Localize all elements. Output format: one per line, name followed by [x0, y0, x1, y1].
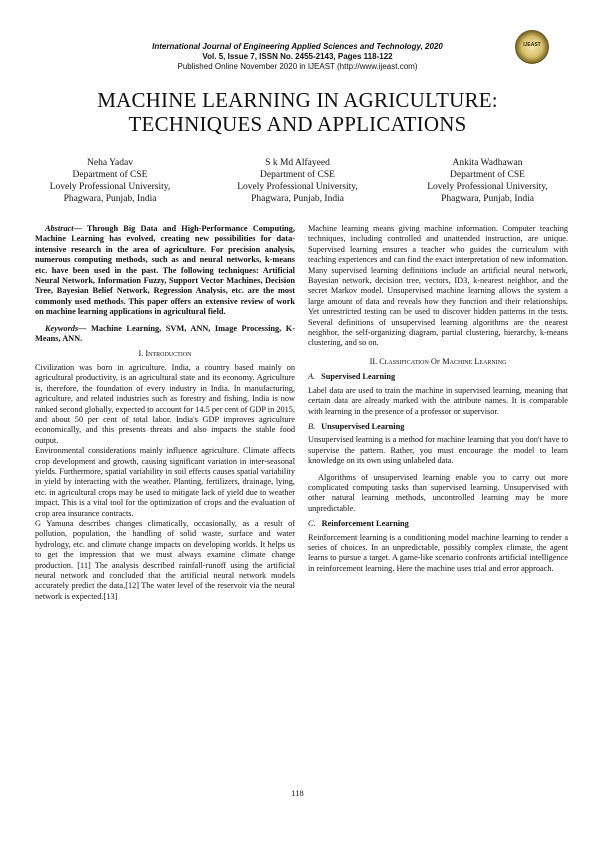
- section-heading-introduction: I. Introduction: [138, 349, 192, 359]
- keywords-text: Machine Learning, SVM, ANN, Image Processing, K-Means, ANN.: [35, 323, 295, 344]
- abstract-text: Through Big Data and High-Performance Computing, Machine Learning has evolved, creating new possibilities for data-intensive research in the area of agriculture. For precision analysis, numerous computing methods, such as and neural networks, k-means etc. have been used in the past. The following techniques: Artificial Neural Network, Information Fuzzy, Support Vector Machines, Decision Tree, Bayesian Belief Network, Regression Analysis, etc. are the most commonly used methods. This paper offers an extensive review of work on machine learning applications in agricultural field.: [35, 224, 295, 317]
- abstract-label: Abstract—: [45, 224, 82, 233]
- intro-paragraph-2: Environmental considerations mainly influence agriculture. Climate affects crop development and growth, causing significant variation in inter-seasonal yields. Furthermore, spatial variability in soil effects causes spatial variability in yield by interacting with the weather. Planting, fertilizers, drainage, lying, etc. in agricultural crops may be used to mitigate lack of yield due to weather impact. This is a vital tool for the optimization of crops and the evaluation of crop area insurance contracts.: [35, 446, 295, 518]
- author-university: Lovely Professional University,: [49, 182, 171, 192]
- intro-paragraph-3: G Yamuna describes changes climatically, occasionally, as a result of pollution, population, the handling of solid waste, surface and water hydrology, etc. and climate change impacts on developing worlds. It helps us to get the impression that we must always examine climate change production. [11] The analysis described rainfall-runoff using the artificial neural network and concluded that the artificial neural network models accurately predict the data.[12] The water level of the reservoir via the neural network is expected.[13]: [35, 518, 295, 601]
- subsection-heading-c: [308, 519, 568, 529]
- paper-title: [0, 88, 595, 136]
- author-location: Phagwara, Punjab, India: [63, 194, 157, 204]
- reinforcement-learning-paragraph: Reinforcement learning is a conditioning model machine learning to render a series of choices. In an unpredictable, possibly complex climate, the agent learns to pursue a target. A game-like scenario confronts artificial intelligence in reinforcement learning. Here the machine uses trial and error approach.: [308, 532, 568, 573]
- subsection-letter: C.: [308, 519, 316, 529]
- subsection-title: Unsupervised Learning: [321, 421, 405, 431]
- subsection-heading-a: [308, 372, 568, 382]
- subsection-letter: B.: [308, 421, 316, 431]
- abstract: [35, 224, 295, 318]
- keywords: [35, 324, 295, 345]
- author-department: Department of CSE: [450, 170, 525, 180]
- page-number: 118: [291, 788, 304, 798]
- subsection-letter: A.: [308, 372, 316, 382]
- intro-paragraph-1: Civilization was born in agriculture. India, a country based mainly on agricultural productivity, is an agricultural state and its economy. Agriculture is, therefore, the foundation of every industry in India. In manufacturing, agriculture, and related industries such as forestry and fishing, India is now ranked second globally, expected to account for 14.5 per cent of GDP in 2015, and about 50 per cent of total labor. India's GDP improves agriculture economically, and this presents threats and also impacts the stable food output.: [35, 362, 295, 445]
- author-university: Lovely Professional University,: [237, 182, 358, 192]
- subsection-title: Reinforcement Learning: [321, 519, 409, 529]
- author-name: S k Md Alfayeed: [265, 158, 330, 168]
- logo-text: IJEAST: [523, 42, 541, 48]
- author-department: Department of CSE: [260, 170, 335, 180]
- author-block-2: [215, 157, 380, 205]
- author-department: Department of CSE: [72, 170, 148, 180]
- supervised-learning-paragraph: Label data are used to train the machine in supervised learning, meaning that certain data are already marked with the attribute names. It is comparable with learning in the presence of a professor or supervisor.: [308, 385, 568, 416]
- section-heading-classification: II. Classification Of Machine Learning: [369, 356, 507, 366]
- title-line-2: TECHNIQUES AND APPLICATIONS: [128, 112, 467, 136]
- right-column: [308, 224, 568, 574]
- machine-learning-paragraph: Machine learning means giving machine information. Computer teaching techniques, including controlled and unattended instruction, are unique. Supervised learning ensures a teacher who guides the curriculum with teaching experiences and can find the exact interpretation of new information. Many supervised learning definitions include an artificial neural network, Bayesian network, decision tree, vectors, ID3, k-nearest neighbor, and the secret Markov model. Unsupervised machine learning allows the system a large amount of data and reveals how they function and their relationships. Yet unrestricted testing can be used to discover hidden patterns in the tests. Several definitions of unsupervised learning algorithms are the nearest neighbor, the self-organizing diagram, partial clustering, hierarchy, k-means clustering, and so on.: [308, 224, 568, 348]
- journal-logo: [515, 30, 549, 64]
- journal-volume: Vol. 5, Issue 7, ISSN No. 2455-2143, Pages 118-122: [202, 52, 393, 61]
- journal-publication-info: Published Online November 2020 in IJEAST (http://www.ijeast.com): [177, 62, 418, 71]
- subsection-heading-b: [308, 422, 568, 432]
- author-location: Phagwara, Punjab, India: [251, 194, 344, 204]
- keywords-label: Keywords—: [45, 323, 87, 333]
- unsupervised-learning-paragraph-2: Algorithms of unsupervised learning enable you to carry out more complicated computing tasks than supervised learning. Unsupervised with other natural learning methods, uncontrolled learning may be more unpredictable.: [308, 472, 568, 513]
- author-university: Lovely Professional University,: [427, 182, 548, 192]
- author-name: Ankita Wadhawan: [452, 158, 523, 168]
- author-block-1: [30, 157, 190, 205]
- author-name: Neha Yadav: [87, 158, 133, 168]
- left-column: [35, 224, 295, 602]
- author-location: Phagwara, Punjab, India: [441, 194, 534, 204]
- journal-name: International Journal of Engineering Applied Sciences and Technology, 2020: [152, 42, 443, 51]
- author-block-3: [405, 157, 570, 205]
- subsection-title: Supervised Learning: [321, 372, 396, 382]
- unsupervised-learning-paragraph-1: Unsupervised learning is a method for machine learning that you don't have to supervise the pattern. Rather, you must encourage the model to learn knowledge on its own using unlabeled data.: [308, 435, 569, 466]
- title-line-1: MACHINE LEARNING IN AGRICULTURE:: [97, 88, 498, 112]
